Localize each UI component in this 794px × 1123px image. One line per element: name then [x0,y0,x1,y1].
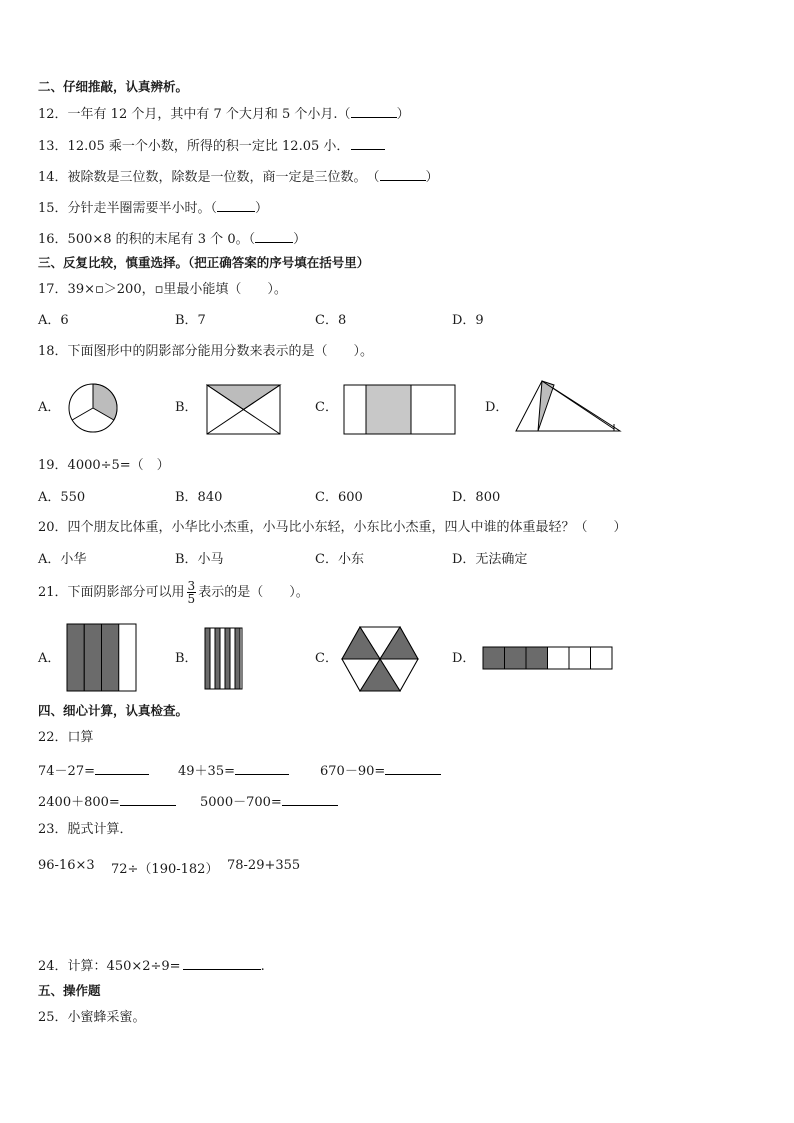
oral-calc-5 [200,791,338,810]
question-14-text: 14．被除数是三位数，除数是一位数，商一定是三位数。 （ [38,170,380,185]
q21-option-c-label[interactable]: C． [315,651,338,666]
answer-blank-24[interactable] [183,957,261,970]
fraction-numerator: 3 [187,579,196,593]
section-heading-3: 三、反复比较，慎重选择。（把正确答案的序号填在括号里） [38,255,370,270]
section-heading-5: 五、操作题 [38,983,101,998]
question-14 [38,168,439,186]
step-calc-3: 78-29+355 [227,858,301,873]
oral-calc-1 [38,760,149,779]
question-16 [38,230,306,248]
oral-calc-3-expr: 670－90= [320,764,386,779]
q21-hexagon-figure-c [340,625,420,693]
section-heading-2: 二、仔细推敲，认真辨析。 [38,79,189,94]
fraction-three-fifths [187,580,197,605]
oral-calc-2-expr: 49＋35= [178,764,235,779]
question-22-title: 22．口算 [38,730,94,745]
oral-calc-4-blank[interactable] [120,793,176,806]
question-15 [38,199,268,217]
q18-triangle-figure [514,379,622,435]
answer-blank-12[interactable] [351,105,397,118]
question-24-text: 24．计算：450×2÷9= [38,959,181,974]
question-24-tail: . [260,959,265,974]
q17-option-c[interactable]: C．8 [315,313,347,328]
oral-calc-2 [178,760,289,779]
question-21-text-after: 表示的是（ ）。 [198,585,309,600]
q18-option-b-label[interactable]: B． [175,400,198,415]
question-24 [38,957,265,975]
question-14-close: ） [425,170,439,185]
q20-option-b[interactable]: B．小马 [175,552,224,567]
question-20: 20．四个朋友比体重，小华比小杰重，小马比小东轻，小东比小杰重，四人中谁的体重最轻？（ ） [38,520,627,535]
q17-option-b[interactable]: B．7 [175,313,206,328]
step-calc-2: 72÷（190-182） [111,862,219,877]
oral-calc-1-expr: 74－27= [38,764,95,779]
oral-calc-4 [38,791,176,810]
question-12-close: ） [396,107,410,122]
question-15-close: ） [255,201,269,216]
oral-calc-3 [320,760,441,779]
oral-calc-1-blank[interactable] [95,762,149,775]
answer-blank-14[interactable] [380,168,426,181]
question-23-title: 23．脱式计算． [38,822,133,837]
q21-stripes-figure-b [204,627,244,691]
section-heading-4: 四、细心计算，认真检查。 [38,703,189,718]
q17-option-d[interactable]: D．9 [452,313,484,328]
q18-circle-figure [66,383,120,433]
q18-three-part-rect-figure [343,384,457,436]
question-17: 17．39×▫＞200，▫里最小能填（ ）。 [38,282,287,297]
question-16-close: ） [293,232,307,247]
question-18: 18．下面图形中的阴影部分能用分数来表示的是（ ）。 [38,344,374,359]
answer-blank-16[interactable] [255,230,293,243]
answer-blank-15[interactable] [217,199,255,212]
question-15-text: 15．分针走半圈需要半小时。（ [38,201,218,216]
q18-option-d-label[interactable]: D． [485,400,509,415]
q19-option-d[interactable]: D．800 [452,490,501,505]
oral-calc-3-blank[interactable] [385,762,441,775]
question-12 [38,105,410,123]
q18-option-a-label[interactable]: A． [38,400,61,415]
q21-strip-figure-d [482,646,614,671]
q20-option-a[interactable]: A．小华 [38,552,87,567]
q19-option-b[interactable]: B．840 [175,490,223,505]
oral-calc-2-blank[interactable] [235,762,289,775]
question-16-text: 16．500×8 的积的末尾有 3 个 0。（ [38,232,256,247]
oral-calc-5-blank[interactable] [282,793,338,806]
q20-option-c[interactable]: C．小东 [315,552,364,567]
question-19: 19．4000÷5=（ ） [38,458,170,473]
q20-option-d[interactable]: D．无法确定 [452,552,528,567]
q21-option-d-label[interactable]: D． [452,651,476,666]
question-21-text-before: 21．下面阴影部分可以用 [38,585,185,600]
question-21 [38,580,309,605]
q19-option-c[interactable]: C．600 [315,490,363,505]
question-13-text: 13．12.05 乘一个小数，所得的积一定比 12.05 小． [38,139,350,154]
q18-rectangle-x-figure [206,384,282,436]
answer-blank-13[interactable] [351,137,385,150]
oral-calc-4-expr: 2400＋800= [38,795,120,810]
q19-option-a[interactable]: A．550 [38,490,86,505]
question-13 [38,137,385,155]
q21-bars-figure-a [66,623,138,693]
fraction-denominator: 5 [187,592,196,606]
oral-calc-5-expr: 5000－700= [200,795,282,810]
question-25: 25．小蜜蜂采蜜。 [38,1010,146,1025]
q21-option-b-label[interactable]: B． [175,651,198,666]
step-calc-1: 96-16×3 [38,858,95,873]
q17-option-a[interactable]: A．6 [38,313,69,328]
q18-option-c-label[interactable]: C． [315,400,338,415]
question-12-text: 12．一年有 12 个月，其中有 7 个大月和 5 个小月.（ [38,107,351,122]
q21-option-a-label[interactable]: A． [38,651,61,666]
